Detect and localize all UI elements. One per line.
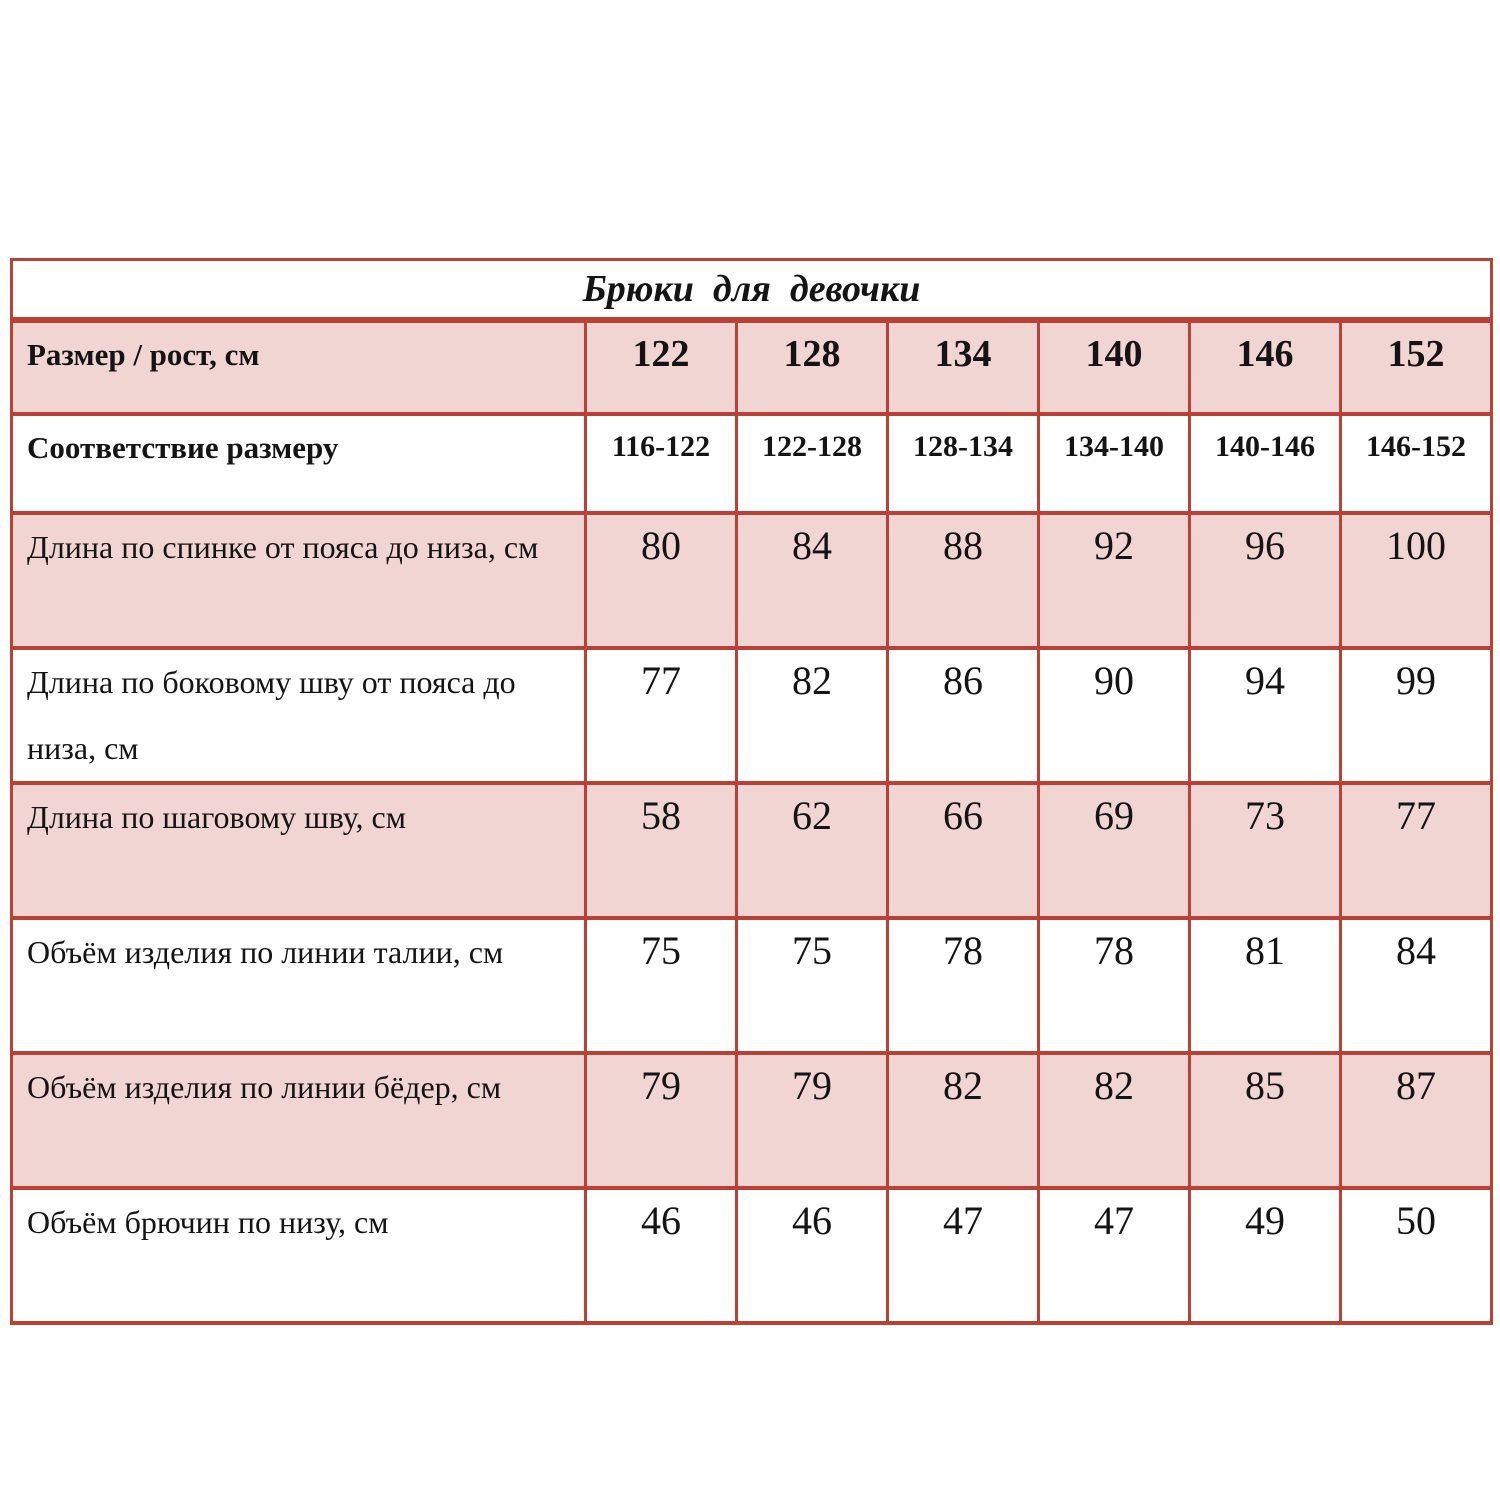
value-cell: 75 xyxy=(586,918,737,1053)
value-cell: 92 xyxy=(1039,513,1190,648)
title-row xyxy=(12,260,1492,321)
value-cell: 69 xyxy=(1039,783,1190,918)
value-cell: 85 xyxy=(1190,1053,1341,1188)
value-cell: 79 xyxy=(586,1053,737,1188)
header-row xyxy=(12,320,1492,414)
row-label: Длина по шаговому шву, см xyxy=(12,783,586,918)
value-cell: 75 xyxy=(737,918,888,1053)
value-cell: 116-122 xyxy=(586,414,737,513)
row-label: Объём изделия по линии талии, см xyxy=(12,918,586,1053)
value-cell: 46 xyxy=(586,1188,737,1323)
value-cell: 79 xyxy=(737,1053,888,1188)
table-row xyxy=(12,648,1492,783)
row-label: Объём изделия по линии бёдер, см xyxy=(12,1053,586,1188)
table-row xyxy=(12,414,1492,513)
value-cell: 146-152 xyxy=(1341,414,1492,513)
value-cell: 73 xyxy=(1190,783,1341,918)
value-cell: 80 xyxy=(586,513,737,648)
size-header-cell: 140 xyxy=(1039,320,1190,414)
table-title: Брюки для девочки xyxy=(12,260,1492,321)
header-label: Размер / рост, см xyxy=(12,320,586,414)
table-row xyxy=(12,1188,1492,1323)
value-cell: 90 xyxy=(1039,648,1190,783)
value-cell: 81 xyxy=(1190,918,1341,1053)
value-cell: 66 xyxy=(888,783,1039,918)
row-label: Объём брючин по низу, см xyxy=(12,1188,586,1323)
value-cell: 78 xyxy=(1039,918,1190,1053)
value-cell: 99 xyxy=(1341,648,1492,783)
value-cell: 82 xyxy=(1039,1053,1190,1188)
size-header-cell: 134 xyxy=(888,320,1039,414)
value-cell: 78 xyxy=(888,918,1039,1053)
value-cell: 77 xyxy=(1341,783,1492,918)
value-cell: 82 xyxy=(888,1053,1039,1188)
table-row xyxy=(12,513,1492,648)
value-cell: 62 xyxy=(737,783,888,918)
size-header-cell: 122 xyxy=(586,320,737,414)
value-cell: 58 xyxy=(586,783,737,918)
value-cell: 88 xyxy=(888,513,1039,648)
value-cell: 87 xyxy=(1341,1053,1492,1188)
value-cell: 82 xyxy=(737,648,888,783)
table-row xyxy=(12,918,1492,1053)
value-cell: 46 xyxy=(737,1188,888,1323)
value-cell: 128-134 xyxy=(888,414,1039,513)
value-cell: 47 xyxy=(888,1188,1039,1323)
value-cell: 50 xyxy=(1341,1188,1492,1323)
value-cell: 140-146 xyxy=(1190,414,1341,513)
row-label: Соответствие размеру xyxy=(12,414,586,513)
size-header-cell: 128 xyxy=(737,320,888,414)
value-cell: 96 xyxy=(1190,513,1341,648)
table-row xyxy=(12,783,1492,918)
value-cell: 49 xyxy=(1190,1188,1341,1323)
value-cell: 47 xyxy=(1039,1188,1190,1323)
value-cell: 77 xyxy=(586,648,737,783)
value-cell: 86 xyxy=(888,648,1039,783)
value-cell: 100 xyxy=(1341,513,1492,648)
row-label: Длина по боковому шву от пояса до низа, см xyxy=(12,648,586,783)
row-label: Длина по спинке от пояса до низа, см xyxy=(12,513,586,648)
size-header-cell: 146 xyxy=(1190,320,1341,414)
size-chart-body xyxy=(12,260,1492,1324)
value-cell: 122-128 xyxy=(737,414,888,513)
table-row xyxy=(12,1053,1492,1188)
value-cell: 84 xyxy=(1341,918,1492,1053)
value-cell: 94 xyxy=(1190,648,1341,783)
value-cell: 84 xyxy=(737,513,888,648)
size-header-cell: 152 xyxy=(1341,320,1492,414)
value-cell: 134-140 xyxy=(1039,414,1190,513)
size-chart-table xyxy=(10,258,1493,1325)
